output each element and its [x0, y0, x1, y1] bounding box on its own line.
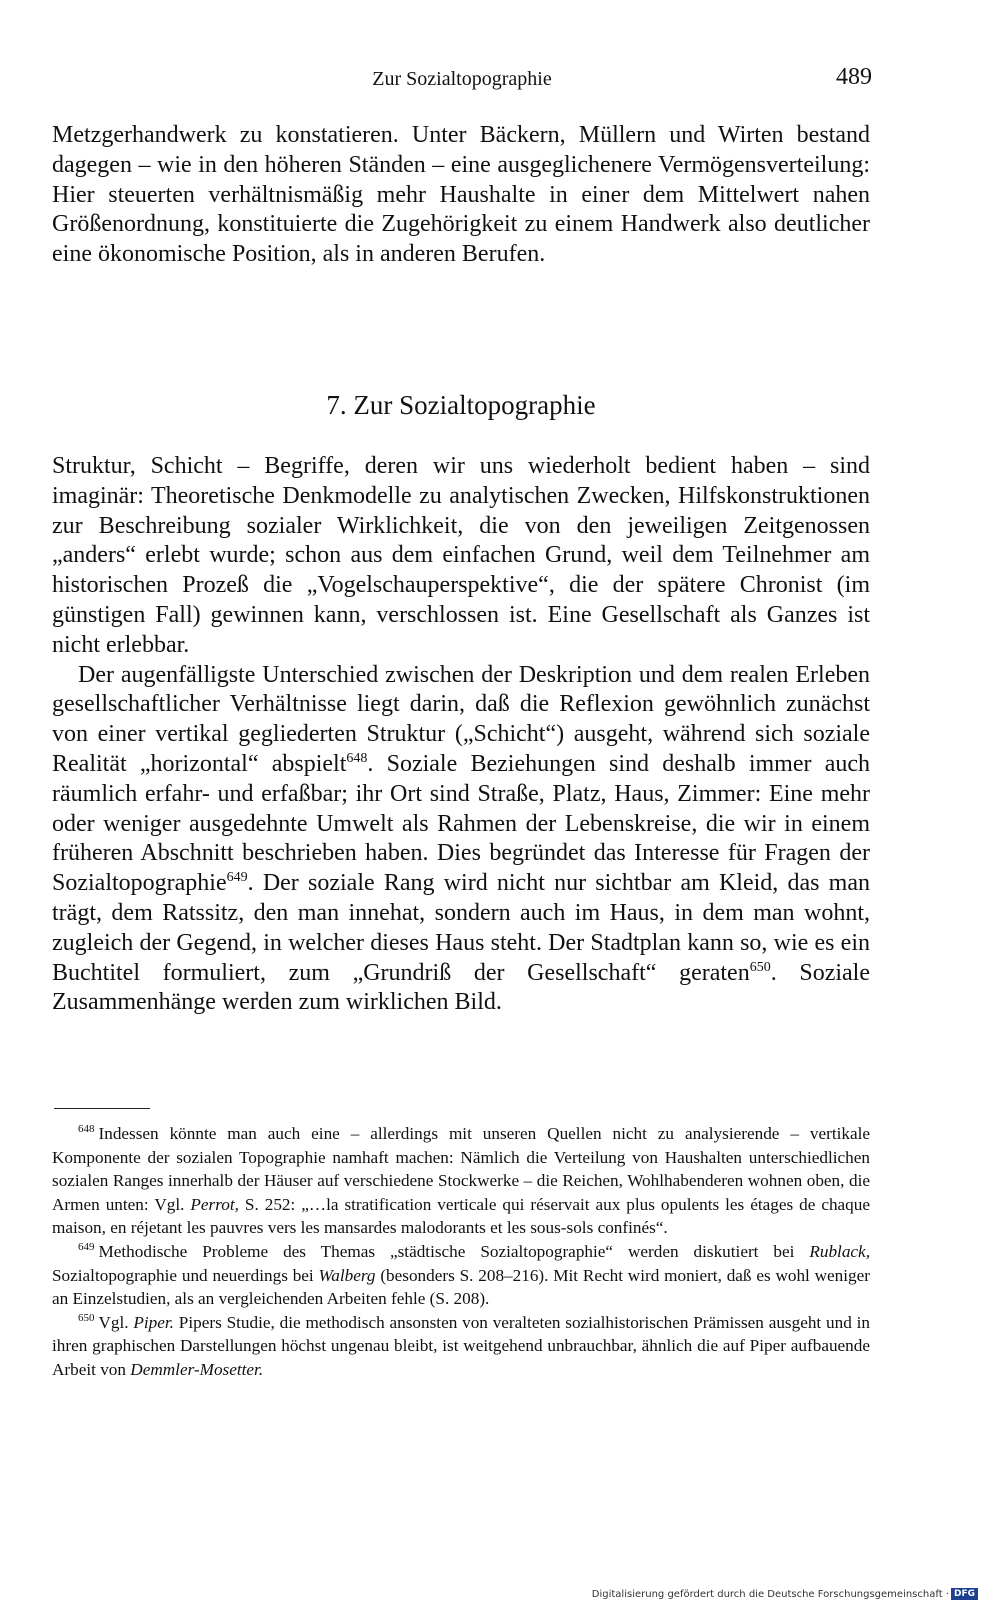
- footnote-text: Methodische Probleme des Themas „städtische Sozialtopographie“ werden diskutiert bei: [98, 1241, 810, 1261]
- footnote-text: Pipers Studie, die methodisch ansonsten von veralteten sozialhistorischen Prämissen ausgeht und in ihren graphischen Darstellungen höchst ungenau bleibt, ist weitgehend unbrauchbar, ähnlich die auf Piper aufbauende Arbeit von: [52, 1312, 870, 1379]
- footnote-text: Indessen könnte man auch eine – allerdings mit unseren Quellen nicht zu analysierende – vertikale Komponente der sozialen Topographie namhaft machen: Nämlich die Verteilung von Haushalten unterschiedlichen sozialen Ranges innerhalb der Häuser auf verschiedene Stockwerke – die Reichen, Wohlhabenderen wohnen oben, die Armen unten: Vgl.: [52, 1124, 870, 1214]
- digitization-credit: [592, 1588, 978, 1600]
- paragraph-2-text: . Soziale Zusammenhänge werden zum wirklichen Bild.: [52, 959, 870, 1016]
- footnote-mark: 648: [78, 1123, 95, 1136]
- footnote-text: Sozialtopographie und neuerdings bei: [52, 1265, 319, 1285]
- footnote-mark: 649: [78, 1241, 95, 1254]
- cited-author: Rublack,: [809, 1241, 870, 1261]
- footnote-649: [52, 1240, 870, 1311]
- intro-paragraph: Metzgerhandwerk zu konstatieren. Unter Bäckern, Müllern und Wirten bestand dagegen – wie in den höheren Ständen – eine ausgeglichenere Vermögensverteilung: Hier steuerten verhältnismäßig mehr Haushalte in einer dem Mittelwert nahen Größenordnung, konstituierte die Zugehörigkeit zu einem Handwerk also deutlicher eine ökonomische Position, als in anderen Berufen.: [52, 122, 870, 268]
- footnote-ref-649[interactable]: 649: [226, 870, 248, 886]
- paragraph-2-text: . Soziale Beziehungen sind deshalb immer auch räumlich erfahr- und erfaßbar; ihr Ort sind Straße, Platz, Haus, Zimmer: Eine mehr oder weniger ausgedehnte Umwelt als Rahmen der Lebenskreise, die wir in einem früheren Abschnitt beschrieben haben. Dies begründet das Interesse für Fragen der Sozialtopographie: [52, 750, 871, 897]
- running-head: [52, 64, 872, 98]
- page-number: 489: [836, 64, 872, 90]
- credit-text: Digitalisierung gefördert durch die Deutsche Forschungsgemeinschaft ·: [591, 1588, 949, 1600]
- paragraph-2: [52, 661, 870, 1019]
- paragraph-2-text: . Der soziale Rang wird nicht nur sichtbar am Kleid, das man trägt, dem Ratssitz, den man innehat, sondern auch im Haus, in dem man wohnt, zugleich der Gegend, in welcher dieses Haus steht. Der Stadtplan kann so, wie es ein Buchtitel formuliert, zum „Grundriß der Gesellschaft“ geraten: [52, 870, 870, 986]
- footnote-ref-650[interactable]: 650: [749, 959, 771, 975]
- section-body: [52, 452, 870, 1018]
- footnote-648: [52, 1122, 870, 1240]
- footnote-text: (besonders S. 208–216). Mit Recht wird moniert, daß es wohl weniger an Einzelstudien, als an vergleichenden Arbeiten fehle (S. 208).: [52, 1265, 870, 1309]
- footnote-separator: [54, 1108, 150, 1109]
- intro-paragraph-block: [52, 121, 870, 270]
- footnote-650: [52, 1311, 870, 1382]
- cited-author: Perrot,: [190, 1194, 239, 1214]
- cited-author: Demmler-Mosetter.: [130, 1359, 264, 1379]
- section-title: 7. Zur Sozialtopographie: [326, 390, 596, 420]
- paragraph-1: Struktur, Schicht – Begriffe, deren wir uns wiederholt bedient haben – sind imaginär: Theoretische Denkmodelle zu analytischen Zwecken, Hilfskonstruktionen zur Beschreibung sozialer Wirklichkeit, die von den jeweiligen Zeitgenossen „anders“ erlebt wurde; schon aus dem einfachen Grund, weil dem Teilnehmer am historischen Prozeß die „Vogelschauperspektive“, die der spätere Chronist (im günstigen Fall) gewinnen kann, verschlossen ist. Eine Gesellschaft als Ganzes ist nicht erlebbar.: [52, 453, 870, 658]
- footnote-ref-648[interactable]: 648: [346, 750, 368, 766]
- paragraph-2-text: Der augenfälligste Unterschied zwischen der Deskription und dem realen Erleben gesellschaftlicher Verhältnisse liegt darin, daß die Reflexion gewöhnlich zunächst von einer vertikal gegliederten Struktur („Schicht“) ausgeht, während sich soziale Realität „horizontal“ abspielt: [52, 661, 870, 777]
- footnote-mark: 650: [78, 1312, 95, 1325]
- running-title: Zur Sozialtopographie: [372, 68, 552, 90]
- footnote-text: Vgl.: [98, 1312, 134, 1332]
- dfg-logo: DFG: [951, 1588, 978, 1600]
- footnote-text: S. 252: „…la stratification verticale qui réservait aux plus opulents les étages de chaque maison, en réjetant les pauvres vers les mansardes malodorants et les sous-sols confinés“.: [52, 1194, 870, 1238]
- cited-author: Piper.: [133, 1312, 174, 1332]
- cited-author: Walberg: [318, 1265, 376, 1285]
- footnotes: [52, 1122, 870, 1382]
